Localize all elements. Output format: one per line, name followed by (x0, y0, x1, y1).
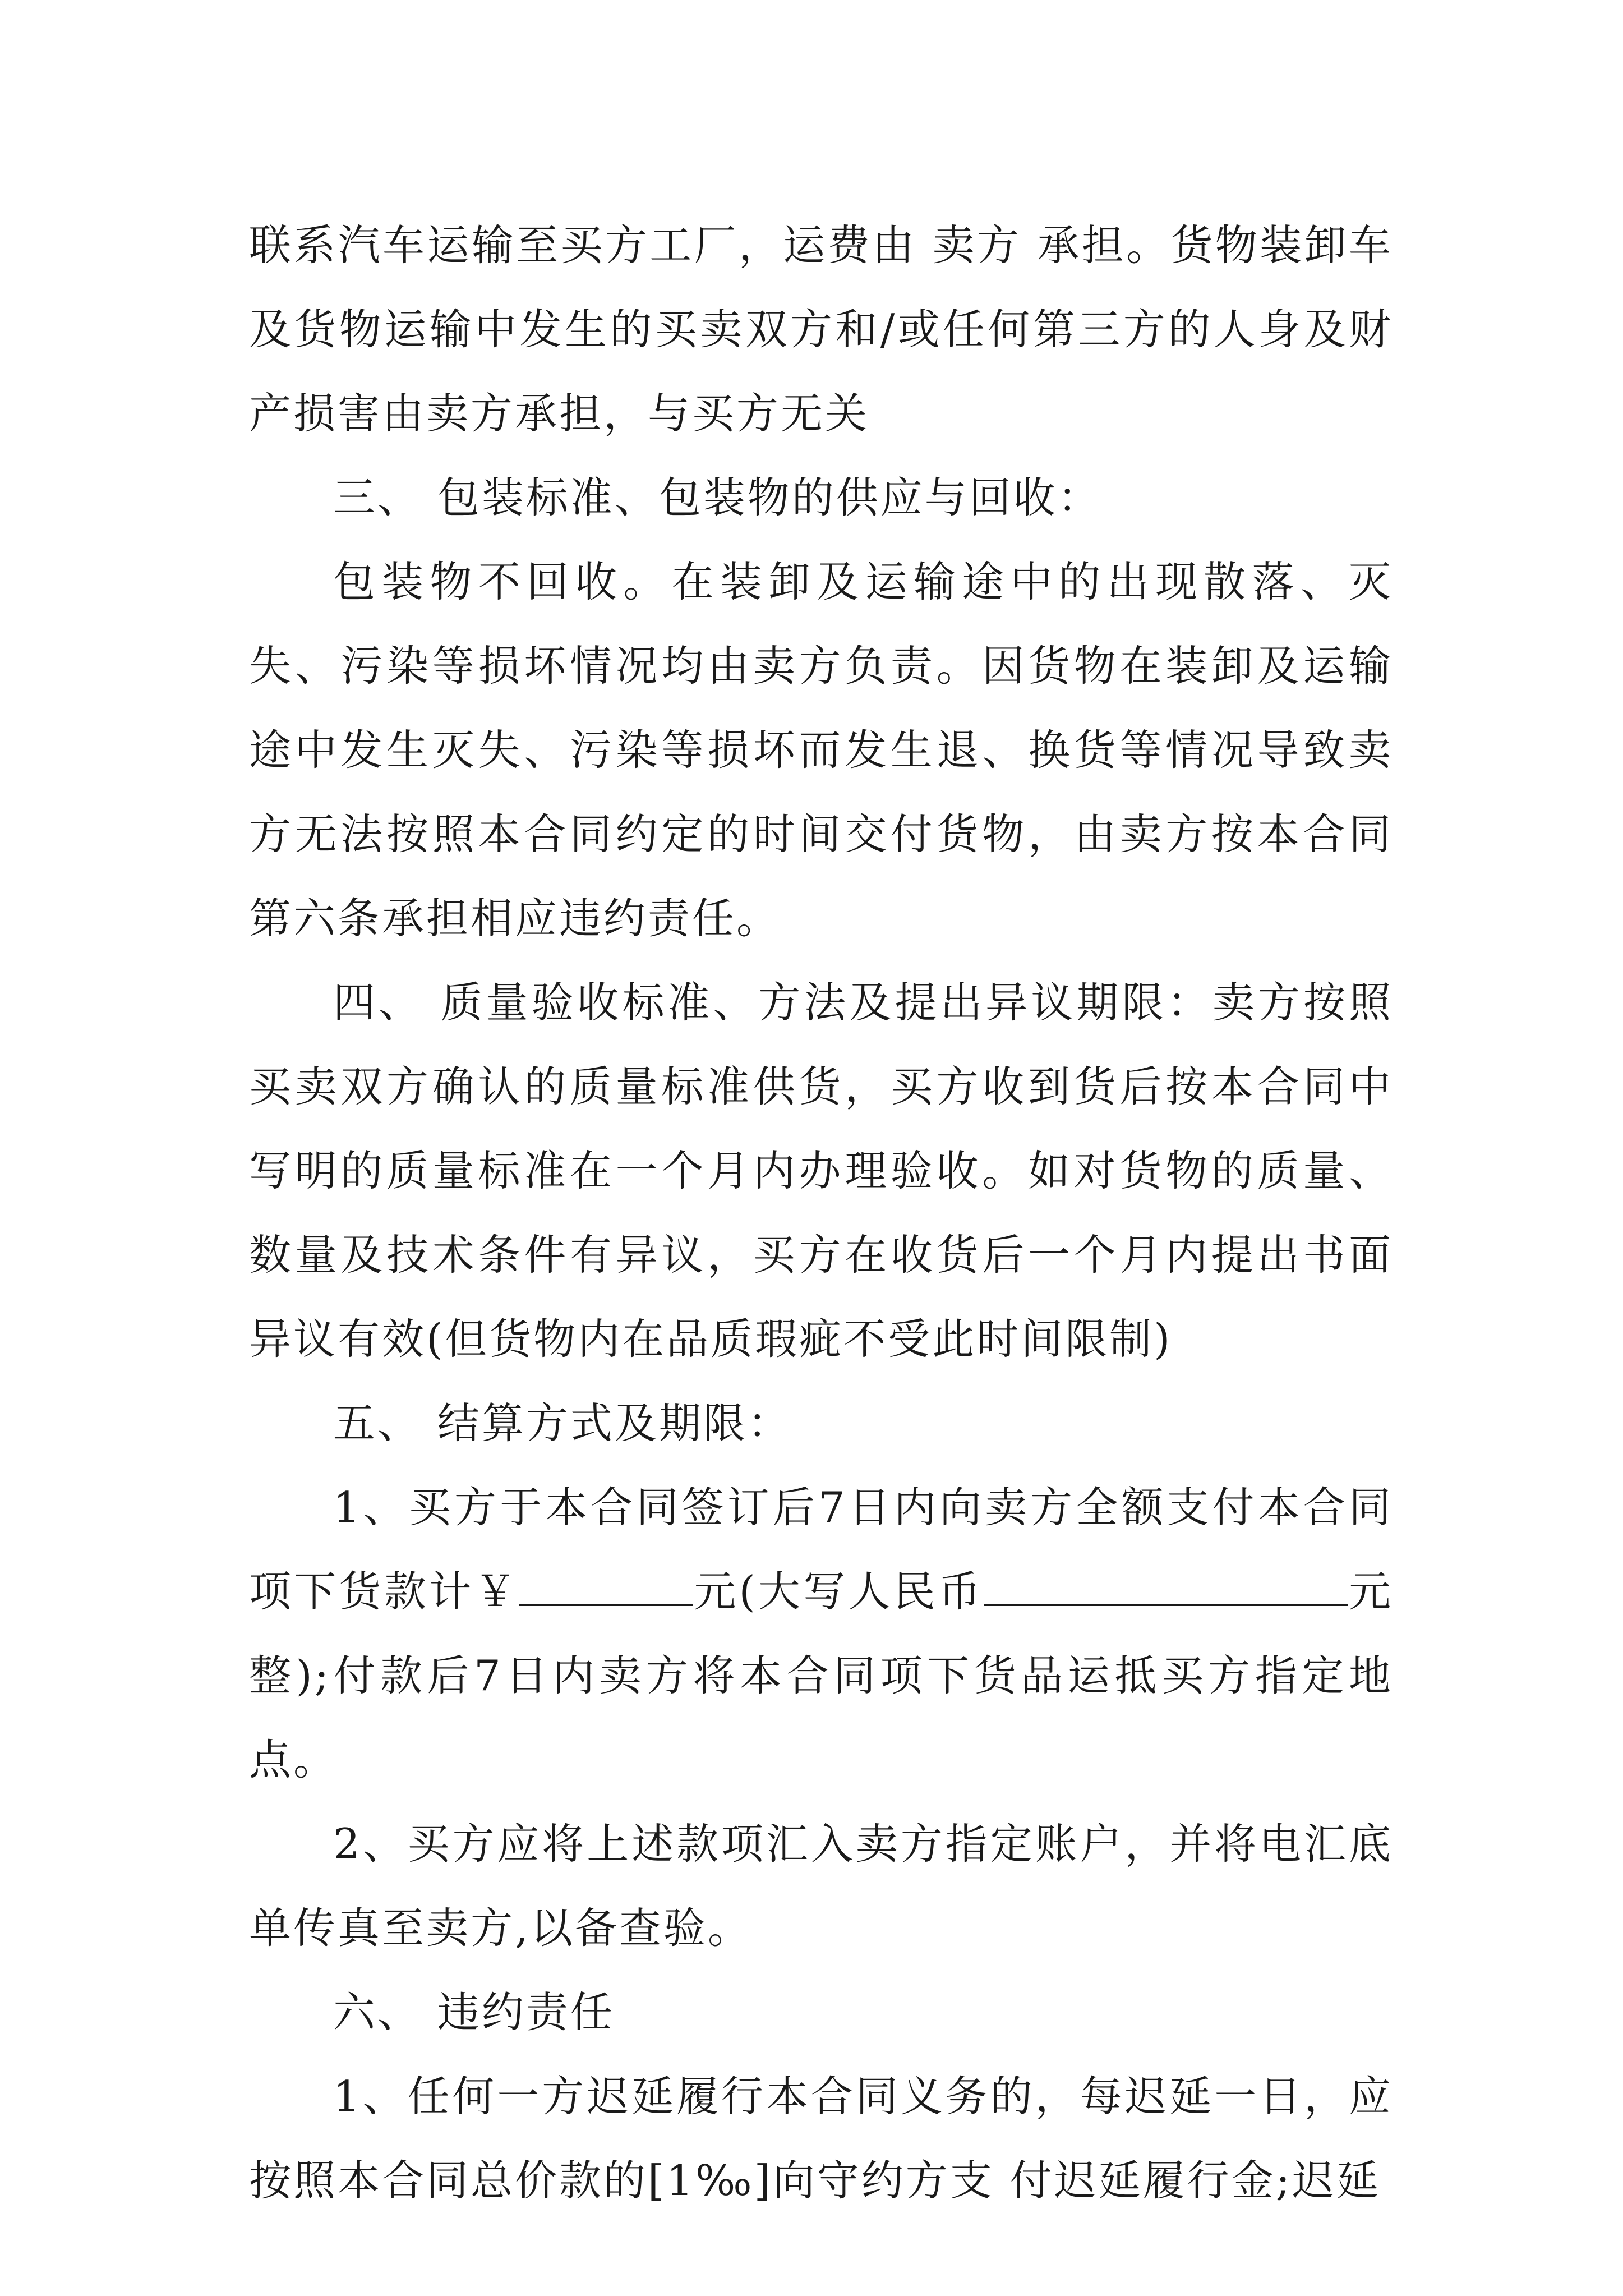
paragraph-quality-acceptance: 四、 质量验收标准、方法及提出异议期限：卖方按照买卖双方确认的质量标准供货，买方收到货后按本合同中写明的质量标准在一个月内办理验收。如对货物的质量、数量及技术条件有异议，买方在收货后一个月内提出书面异议有效(但货物内在品质瑕疵不受此时间限制) (249, 978, 1393, 1364)
paragraph-packaging: 包装物不回收。在装卸及运输途中的出现散落、灭失、污染等损坏情况均由卖方负责。因货物在装卸及运输途中发生灭失、污染等损坏而发生退、换货等情况导致卖方无法按照本合同约定的时间交付货物，由卖方按本合同第六条承担相应违约责任。 (249, 557, 1393, 943)
paragraph-wire-transfer: 2、买方应将上述款项汇入卖方指定账户，并将电汇底单传真至卖方,以备查验。 (249, 1819, 1393, 1953)
paragraph-delay-penalty: 1、任何一方迟延履行本合同义务的，每迟延一日，应按照本合同总价款的[1‰]向守约方支 付迟延履行金;迟延 (249, 2072, 1393, 2205)
contract-body (249, 203, 1393, 2223)
payment-text-part3: 元整);付款后7日内卖方将本合同项下货品运抵买方指定地点。 (249, 1567, 1393, 1784)
payment-text-part2: 元(大写人民币 (693, 1567, 984, 1616)
section-heading-packaging: 三、 包装标准、包装物的供应与回收： (333, 473, 1102, 522)
amount-blank-field (519, 1568, 693, 1606)
section-heading-settlement: 五、 结算方式及期限： (333, 1398, 792, 1448)
paragraph-payment (249, 1465, 1393, 1802)
amount-in-words-blank-field (984, 1568, 1348, 1606)
section-heading-liability: 六、 违约责任 (333, 1987, 615, 2037)
paragraph-transport-cost: 联系汽车运输至买方工厂，运费由 卖方 承担。货物装卸车及货物运输中发生的买卖双方和/或任何第三方的人身及财产损害由卖方承担，与买方无关 (249, 220, 1393, 438)
payment-text-part1: 1、买方于本合同签订后7日内向卖方全额支付本合同项下货款计￥ (249, 1483, 1393, 1616)
